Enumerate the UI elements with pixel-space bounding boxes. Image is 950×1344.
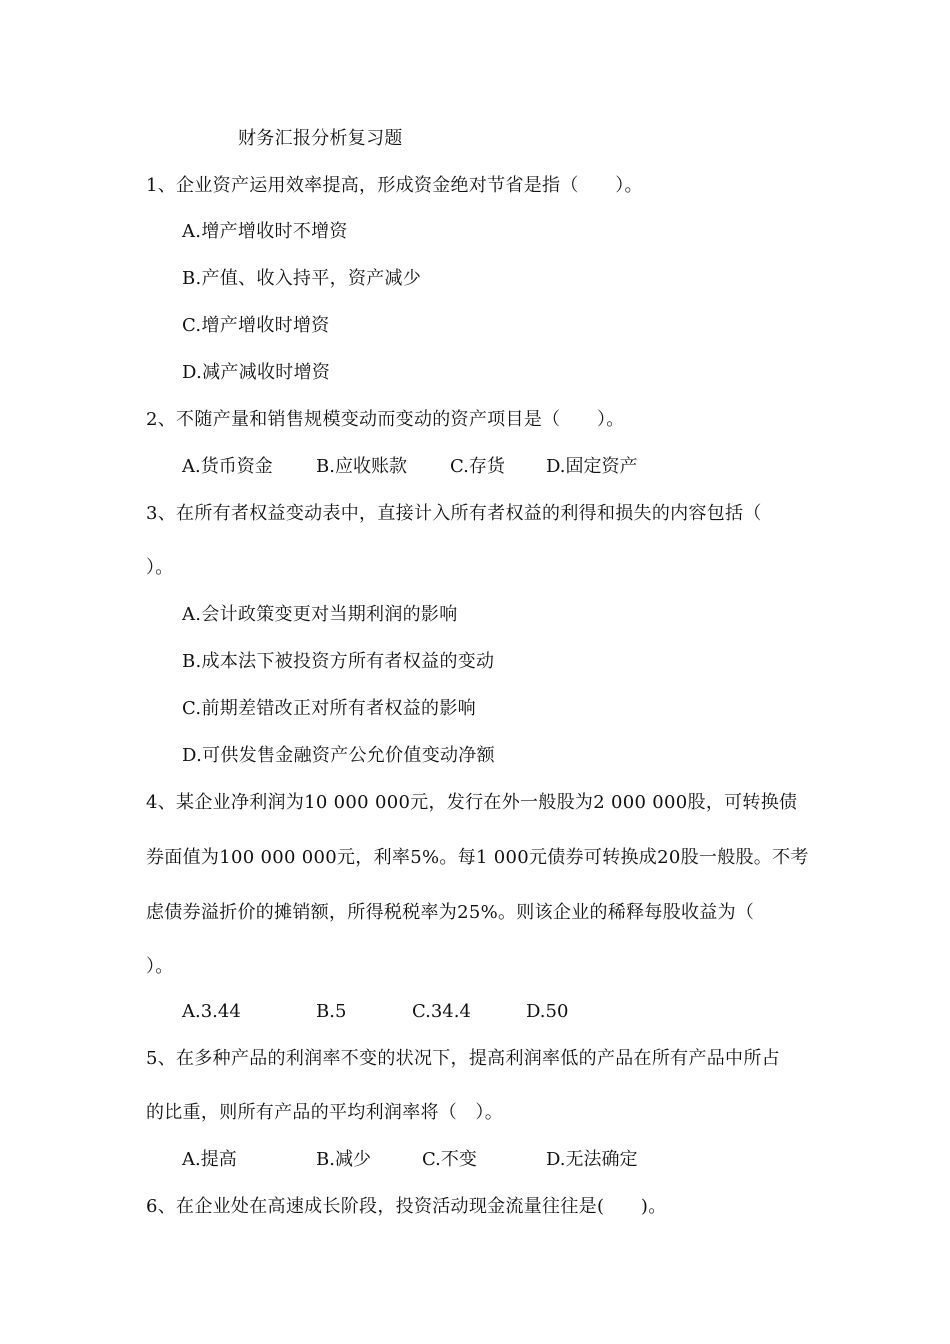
- question-4-stem-line-1: 4、某企业净利润为10 000 000元，发行在外一般股为2 000 000股，可转换债: [146, 792, 798, 813]
- question-4-stem-line-4: ）。: [146, 956, 174, 977]
- question-5-option-a: A.提高: [182, 1149, 237, 1170]
- question-1-option-b: B.产值、收入持平，资产减少: [182, 268, 422, 289]
- question-5-option-b: B.减少: [316, 1149, 371, 1170]
- question-5-option-c: C.不变: [422, 1149, 477, 1170]
- question-5-option-d: D.无法确定: [546, 1149, 638, 1170]
- question-2-option-a: A.货币资金: [182, 456, 273, 477]
- question-3-stem-line-1: 3、在所有者权益变动表中，直接计入所有者权益的利得和损失的内容包括（: [146, 503, 762, 524]
- question-3-option-c: C.前期差错改正对所有者权益的影响: [182, 698, 476, 719]
- question-4-option-c: C.34.4: [412, 1001, 471, 1022]
- question-4-option-a: A.3.44: [182, 1001, 241, 1022]
- question-1-option-a: A.增产增收时不增资: [182, 221, 348, 242]
- question-5-stem-line-2: 的比重，则所有产品的平均利润率将（ ）。: [146, 1102, 503, 1123]
- question-3-option-d: D.可供发售金融资产公允价值变动净额: [182, 745, 495, 766]
- question-4-stem-line-3: 虑债券溢折价的摊销额，所得税税率为25%。则该企业的稀释每股收益为（: [146, 902, 755, 923]
- question-2-stem: 2、不随产量和销售规模变动而变动的资产项目是（ ）。: [146, 409, 625, 430]
- question-1-stem: 1、企业资产运用效率提高，形成资金绝对节省是指（ ）。: [146, 175, 643, 196]
- question-4-option-b: B.5: [316, 1001, 347, 1022]
- question-2-option-d: D.固定资产: [546, 456, 638, 477]
- question-2-option-b: B.应收账款: [316, 456, 407, 477]
- question-3-option-a: A.会计政策变更对当期利润的影响: [182, 604, 458, 625]
- question-1-option-d: D.减产减收时增资: [182, 362, 331, 383]
- question-3-stem-line-2: ）。: [146, 557, 174, 578]
- question-4-option-d: D.50: [526, 1001, 569, 1022]
- document-title: 财务汇报分析复习题: [238, 128, 403, 149]
- question-3-option-b: B.成本法下被投资方所有者权益的变动: [182, 651, 495, 672]
- question-5-stem-line-1: 5、在多种产品的利润率不变的状况下，提高利润率低的产品在所有产品中所占: [146, 1048, 780, 1069]
- question-1-option-c: C.增产增收时增资: [182, 315, 330, 336]
- question-2-option-c: C.存货: [450, 456, 505, 477]
- question-4-stem-line-2: 券面值为100 000 000元，利率5%。每1 000元债券可转换成20股一般股。不考: [146, 847, 809, 868]
- question-6-stem: 6、在企业处在高速成长阶段，投资活动现金流量往往是( )。: [146, 1196, 667, 1217]
